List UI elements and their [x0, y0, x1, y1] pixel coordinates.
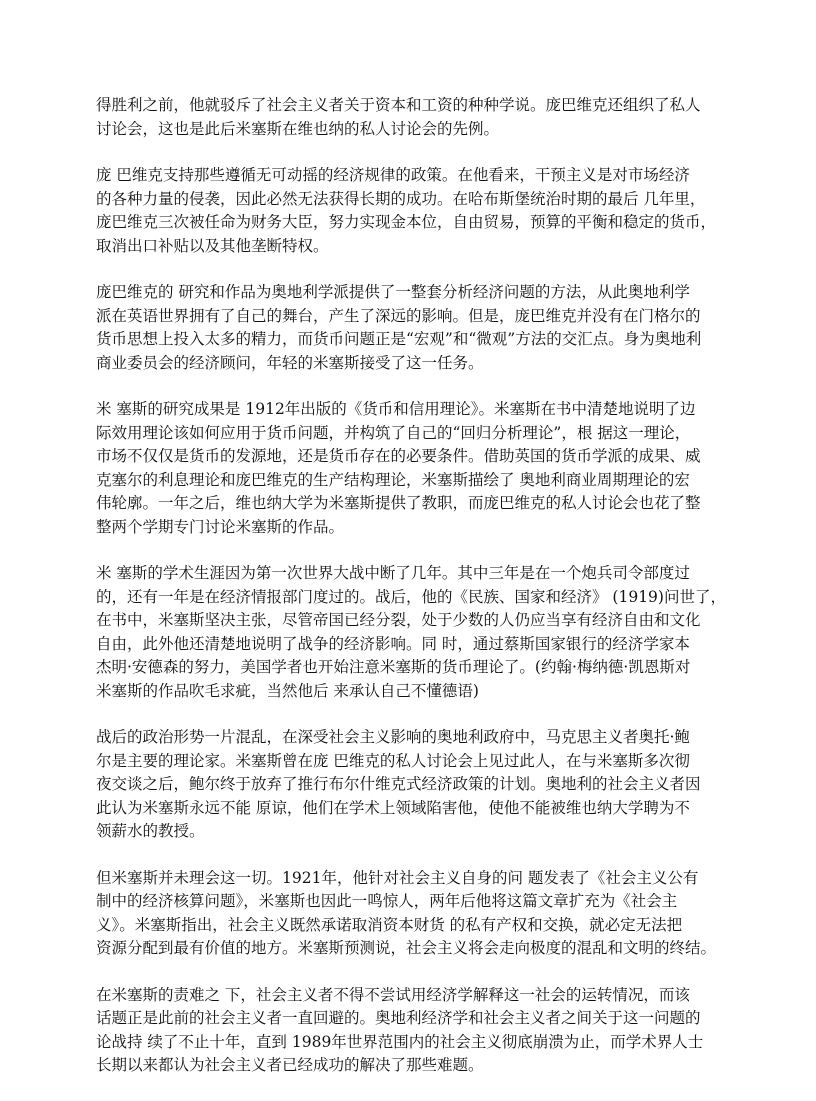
paragraph [96, 94, 732, 141]
paragraph [96, 867, 732, 961]
text-line: 庞 巴维克支持那些遵循无可动摇的经济规律的政策。在他看来，干预主义是对市场经济 [96, 166, 690, 184]
text-line: 话题正是此前的社会主义者一直回避的。奥地利经济学和社会主义者之间关于这一问题的 [96, 1009, 701, 1027]
text-line: 派在英语世界拥有了自己的舞台，产生了深远的影响。但是，庞巴维克并没有在门格尔的 [96, 306, 701, 325]
text-line: 伟轮廓。一年之后，维也纳大学为米塞斯提供了教职，而庞巴维克的私人讨论会也花了整 [96, 494, 701, 512]
text-line: 制中的经济核算问题》，米塞斯也因此一鸣惊人，两年后他将这篇文章扩充为《社会主 [96, 892, 678, 910]
text-line: 在米塞斯的责难之 下，社会主义者不得不尝试用经济学解释这一社会的运转情况，而该 [96, 985, 690, 1004]
text-line: 际效用理论该如何应用于货币问题，并构筑了自己的“回归分析理论”，根 据这一理论， [96, 423, 691, 442]
text-line: 的，还有一年是在经济情报部门度过的。战后，他的《民族、国家和经济》 (1919)问世了， [96, 587, 726, 606]
paragraph [96, 398, 732, 539]
text-line: 克塞尔的利息理论和庞巴维克的生产结构理论，米塞斯描绘了 奥地利商业周期理论的宏 [96, 470, 690, 489]
text-line: 的各种力量的侵袭，因此必然无法获得长期的成功。在哈布斯堡统治时期的最后 几年里， [96, 189, 706, 208]
text-line: 资源分配到最有价值的地方。米塞斯预测说，社会主义将会走向极度的混乱和文明的终结。 [96, 939, 717, 957]
text-line: 庞巴维克的 研究和作品为奥地利学派提供了一整套分析经济问题的方法，从此奥地利学 [96, 283, 690, 301]
text-line: 领薪水的教授。 [96, 822, 205, 840]
text-line: 夜交谈之后，鲍尔终于放弃了推行布尔什维克式经济政策的计划。奥地利的社会主义者因 [96, 775, 701, 793]
document-page [96, 94, 732, 1101]
text-line: 但米塞斯并未理会这一切。1921年，他针对社会主义自身的问 题发表了《社会主义公有 [96, 868, 699, 887]
text-line: 战后的政治形势一片混乱，在深受社会主义影响的奥地利政府中，马克思主义者奥托·鲍 [96, 728, 690, 746]
text-line: 米 塞斯的学术生涯因为第一次世界大战中断了几年。其中三年是在一个炮兵司令部度过 [96, 564, 690, 582]
text-line: 讨论会，这也是此后米塞斯在维也纳的私人讨论会的先例。 [96, 119, 500, 138]
text-line: 米 塞斯的研究成果是 1912年出版的《货币和信用理论》。米塞斯在书中清楚地说明了边 [96, 400, 696, 418]
text-line: 尔是主要的理论家。米塞斯曾在庞 巴维克的私人讨论会上见过此人，在与米塞斯多次彻 [96, 751, 690, 770]
text-line: 庞巴维克三次被任命为财务大臣，努力实现金本位，自由贸易，预算的平衡和稳定的货币， [96, 213, 717, 231]
text-line: 整两个学期专门讨论米塞斯的作品。 [96, 517, 345, 536]
text-line: 取消出口补贴以及其他垄断特权。 [96, 236, 329, 255]
text-line: 市场不仅仅是货币的发源地，还是货币存在的必要条件。借助英国的货币学派的成果、威 [96, 447, 701, 465]
text-line: 义》。米塞斯指出，社会主义既然承诺取消资本财货 的私有产权和交换，就必定无法把 [96, 915, 683, 934]
paragraph [96, 164, 732, 258]
text-line: 商业委员会的经济顾问，年轻的米塞斯接受了这一任务。 [96, 353, 484, 372]
text-line: 此认为米塞斯永远不能 原谅，他们在学术上领域陷害他，使他不能被维也纳大学聘为不 [96, 798, 690, 817]
paragraph [96, 281, 732, 375]
text-line: 长期以来都认为社会主义者已经成功的解决了那些难题。 [96, 1056, 484, 1074]
text-line: 米塞斯的作品吹毛求疵，当然他后 来承认自己不懂德语) [96, 681, 479, 700]
paragraph [96, 562, 732, 703]
text-line: 论战持 续了不止十年，直到 1989年世界范围内的社会主义彻底崩溃为止，而学术界人士 [96, 1032, 704, 1051]
text-line: 自由，此外他还清楚地说明了战争的经济影响。同 时，通过蔡斯国家银行的经济学家本 [96, 634, 690, 653]
text-line: 得胜利之前，他就驳斥了社会主义者关于资本和工资的种种学说。庞巴维克还组织了私人 [96, 96, 701, 114]
paragraph [96, 984, 732, 1078]
paragraph [96, 726, 732, 844]
text-line: 货币思想上投入太多的精力，而货币问题正是“宏观”和“微观”方法的交汇点。身为奥地利 [96, 330, 702, 348]
text-line: 在书中，米塞斯坚决主张，尽管帝国已经分裂，处于少数的人仍应当享有经济自由和文化 [96, 611, 701, 629]
text-line: 杰明·安德森的努力，美国学者也开始注意米塞斯的货币理论了。(约翰·梅纳德·凯恩斯对 [96, 658, 691, 676]
